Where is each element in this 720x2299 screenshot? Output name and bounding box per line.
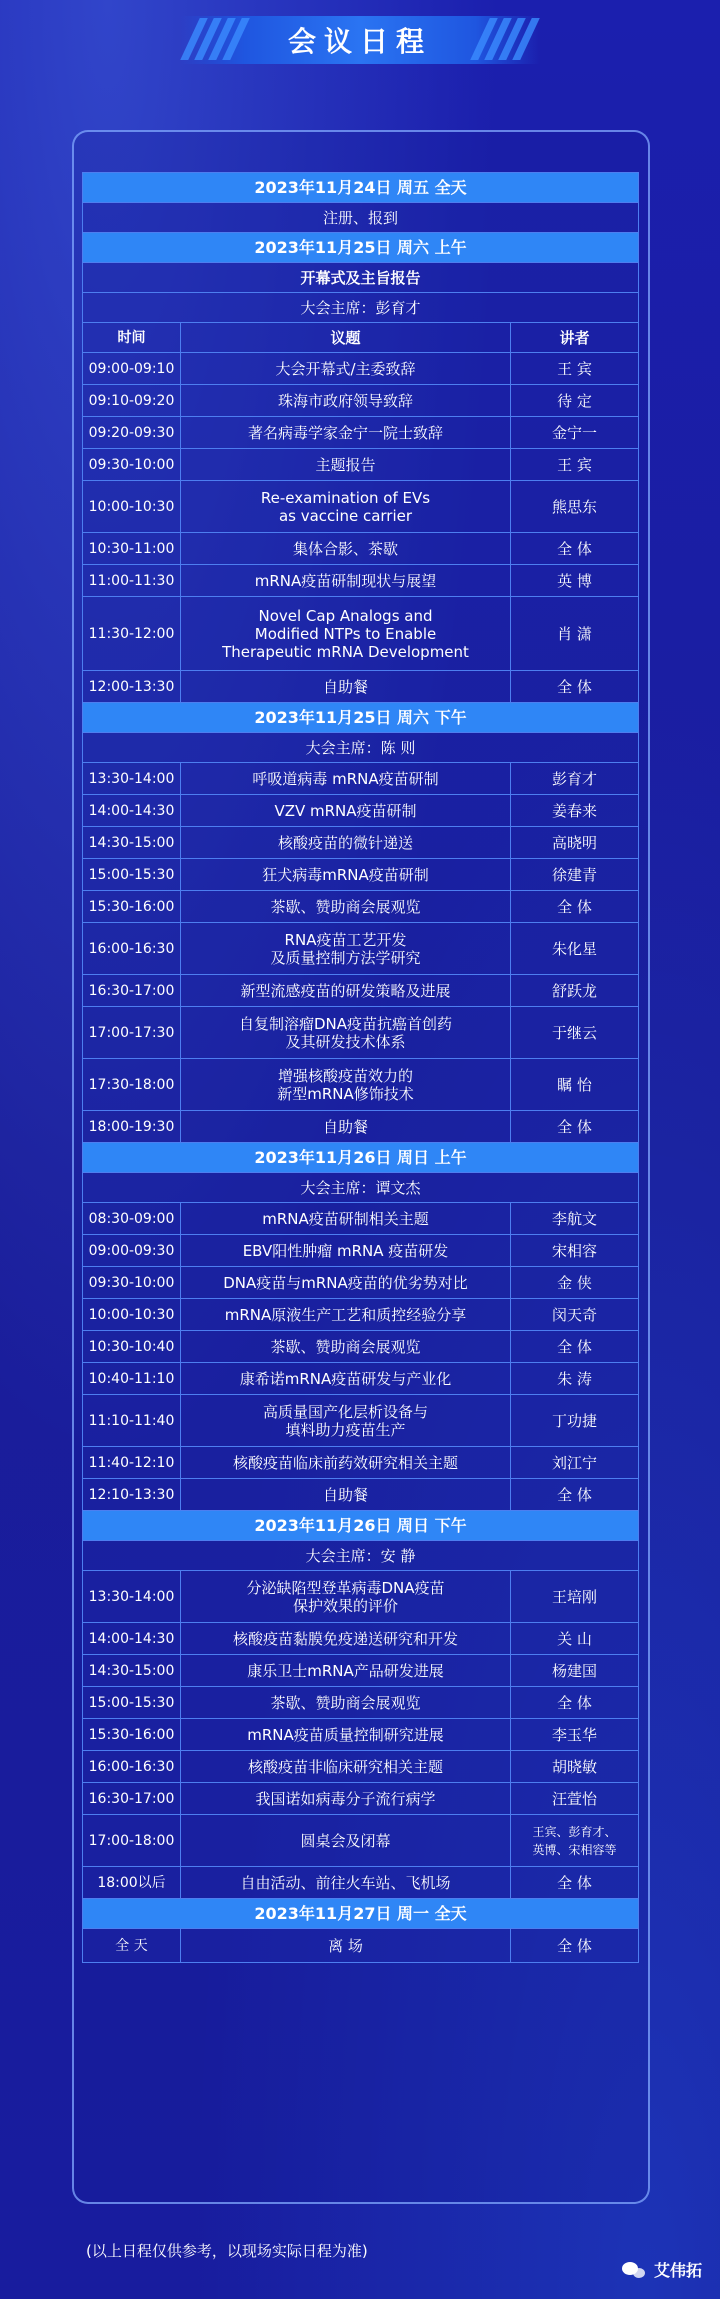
table-row <box>83 565 639 597</box>
session-info-row <box>83 1541 639 1571</box>
time-cell: 16:30-17:00 <box>83 975 181 1007</box>
speaker-cell: 于继云 <box>511 1007 639 1059</box>
speaker-cell: 徐建青 <box>511 859 639 891</box>
table-row <box>83 1815 639 1867</box>
speaker-cell: 李玉华 <box>511 1719 639 1751</box>
speaker-cell: 全 体 <box>511 1867 639 1899</box>
table-row <box>83 1867 639 1899</box>
speaker-cell: 李航文 <box>511 1203 639 1235</box>
topic-cell: VZV mRNA疫苗研制 <box>181 795 511 827</box>
topic-cell: 主题报告 <box>181 449 511 481</box>
speaker-cell: 英 博 <box>511 565 639 597</box>
table-row <box>83 449 639 481</box>
session-info-row <box>83 263 639 293</box>
time-cell: 10:00-10:30 <box>83 1299 181 1331</box>
column-header-speaker: 讲者 <box>511 323 639 353</box>
day-header-text: 2023年11月26日 周日 上午 <box>83 1143 639 1173</box>
topic-cell: Novel Cap Analogs and Modified NTPs to Enable Therapeutic mRNA Development <box>181 597 511 671</box>
topic-cell: Re-examination of EVs as vaccine carrier <box>181 481 511 533</box>
time-cell: 10:00-10:30 <box>83 481 181 533</box>
title-banner <box>0 14 720 66</box>
table-row <box>83 1363 639 1395</box>
topic-cell: 呼吸道病毒 mRNA疫苗研制 <box>181 763 511 795</box>
day-header-row <box>83 1899 639 1929</box>
speaker-cell: 金宁一 <box>511 417 639 449</box>
wechat-icon <box>622 2260 648 2280</box>
time-cell: 09:00-09:10 <box>83 353 181 385</box>
decor-stripes-right <box>480 18 530 60</box>
topic-cell: 自助餐 <box>181 1479 511 1511</box>
speaker-cell: 王 宾 <box>511 449 639 481</box>
time-cell: 17:00-17:30 <box>83 1007 181 1059</box>
speaker-cell: 舒跃龙 <box>511 975 639 1007</box>
topic-cell: 自复制溶瘤DNA疫苗抗癌首创药 及其研发技术体系 <box>181 1007 511 1059</box>
schedule-table <box>82 172 639 1963</box>
table-row <box>83 1007 639 1059</box>
time-cell: 14:30-15:00 <box>83 827 181 859</box>
table-row <box>83 481 639 533</box>
table-row <box>83 1479 639 1511</box>
session-info-row <box>83 203 639 233</box>
table-row <box>83 1059 639 1111</box>
time-cell: 18:00以后 <box>83 1867 181 1899</box>
time-cell: 09:10-09:20 <box>83 385 181 417</box>
day-header-row <box>83 1143 639 1173</box>
time-cell: 13:30-14:00 <box>83 763 181 795</box>
table-row <box>83 1447 639 1479</box>
topic-cell: 离 场 <box>181 1929 511 1963</box>
time-cell: 11:00-11:30 <box>83 565 181 597</box>
table-row <box>83 975 639 1007</box>
speaker-cell: 丁功捷 <box>511 1395 639 1447</box>
time-cell: 18:00-19:30 <box>83 1111 181 1143</box>
table-row <box>83 1719 639 1751</box>
session-info-text: 大会主席：安 静 <box>83 1541 639 1571</box>
session-info-row <box>83 1173 639 1203</box>
topic-cell: mRNA疫苗质量控制研究进展 <box>181 1719 511 1751</box>
brand-name: 艾伟拓 <box>653 2261 702 2280</box>
table-row <box>83 353 639 385</box>
time-cell: 12:00-13:30 <box>83 671 181 703</box>
topic-cell: 我国诺如病毒分子流行病学 <box>181 1783 511 1815</box>
time-cell: 全 天 <box>83 1929 181 1963</box>
table-row <box>83 1267 639 1299</box>
topic-cell: 茶歇、赞助商会展观览 <box>181 1331 511 1363</box>
disclaimer-note: (以上日程仅供参考，以现场实际日程为准) <box>86 2242 368 2260</box>
speaker-cell: 朱 涛 <box>511 1363 639 1395</box>
time-cell: 15:30-16:00 <box>83 891 181 923</box>
topic-cell: mRNA疫苗研制现状与展望 <box>181 565 511 597</box>
speaker-cell: 刘江宁 <box>511 1447 639 1479</box>
topic-cell: 高质量国产化层析设备与 填料助力疫苗生产 <box>181 1395 511 1447</box>
speaker-cell: 胡晓敏 <box>511 1751 639 1783</box>
topic-cell: 核酸疫苗非临床研究相关主题 <box>181 1751 511 1783</box>
speaker-cell: 全 体 <box>511 1929 639 1963</box>
brand-mark <box>622 2258 702 2281</box>
topic-cell: EBV阳性肿瘤 mRNA 疫苗研发 <box>181 1235 511 1267</box>
time-cell: 16:00-16:30 <box>83 1751 181 1783</box>
table-row <box>83 1111 639 1143</box>
speaker-cell: 熊思东 <box>511 481 639 533</box>
speaker-cell: 王培刚 <box>511 1571 639 1623</box>
table-row <box>83 1751 639 1783</box>
table-row <box>83 1299 639 1331</box>
day-header-row <box>83 233 639 263</box>
table-row <box>83 1203 639 1235</box>
table-row <box>83 1623 639 1655</box>
speaker-cell: 全 体 <box>511 671 639 703</box>
time-cell: 11:30-12:00 <box>83 597 181 671</box>
topic-cell: 珠海市政府领导致辞 <box>181 385 511 417</box>
time-cell: 10:30-10:40 <box>83 1331 181 1363</box>
time-cell: 16:00-16:30 <box>83 923 181 975</box>
speaker-cell: 全 体 <box>511 891 639 923</box>
speaker-cell: 朱化星 <box>511 923 639 975</box>
topic-cell: 康乐卫士mRNA产品研发进展 <box>181 1655 511 1687</box>
day-header-text: 2023年11月24日 周五 全天 <box>83 173 639 203</box>
topic-cell: mRNA原液生产工艺和质控经验分享 <box>181 1299 511 1331</box>
topic-cell: RNA疫苗工艺开发 及质量控制方法学研究 <box>181 923 511 975</box>
session-info-row <box>83 733 639 763</box>
time-cell: 14:30-15:00 <box>83 1655 181 1687</box>
speaker-cell: 待 定 <box>511 385 639 417</box>
speaker-cell: 杨建国 <box>511 1655 639 1687</box>
speaker-cell: 全 体 <box>511 533 639 565</box>
table-row <box>83 1331 639 1363</box>
speaker-cell: 王 宾 <box>511 353 639 385</box>
speaker-cell: 高晓明 <box>511 827 639 859</box>
time-cell: 12:10-13:30 <box>83 1479 181 1511</box>
day-header-text: 2023年11月25日 周六 上午 <box>83 233 639 263</box>
speaker-cell: 金 侠 <box>511 1267 639 1299</box>
table-row <box>83 923 639 975</box>
table-row <box>83 1929 639 1963</box>
table-row <box>83 859 639 891</box>
topic-cell: 增强核酸疫苗效力的 新型mRNA修饰技术 <box>181 1059 511 1111</box>
table-row <box>83 1783 639 1815</box>
time-cell: 15:00-15:30 <box>83 859 181 891</box>
time-cell: 14:00-14:30 <box>83 795 181 827</box>
topic-cell: 著名病毒学家金宁一院士致辞 <box>181 417 511 449</box>
table-row <box>83 671 639 703</box>
table-row <box>83 1571 639 1623</box>
topic-cell: 新型流感疫苗的研发策略及进展 <box>181 975 511 1007</box>
page-title: 会议日程 <box>287 25 432 58</box>
topic-cell: 集体合影、茶歇 <box>181 533 511 565</box>
table-row <box>83 827 639 859</box>
table-row <box>83 763 639 795</box>
decor-stripes-left <box>190 18 240 60</box>
table-row <box>83 417 639 449</box>
time-cell: 15:30-16:00 <box>83 1719 181 1751</box>
speaker-cell: 全 体 <box>511 1111 639 1143</box>
time-cell: 13:30-14:00 <box>83 1571 181 1623</box>
column-header-row <box>83 323 639 353</box>
table-row <box>83 1395 639 1447</box>
time-cell: 11:10-11:40 <box>83 1395 181 1447</box>
speaker-cell: 关 山 <box>511 1623 639 1655</box>
time-cell: 09:30-10:00 <box>83 449 181 481</box>
topic-cell: 分泌缺陷型登革病毒DNA疫苗 保护效果的评价 <box>181 1571 511 1623</box>
topic-cell: mRNA疫苗研制相关主题 <box>181 1203 511 1235</box>
speaker-cell: 瞩 怡 <box>511 1059 639 1111</box>
topic-cell: 康希诺mRNA疫苗研发与产业化 <box>181 1363 511 1395</box>
speaker-cell: 全 体 <box>511 1331 639 1363</box>
speaker-cell: 全 体 <box>511 1479 639 1511</box>
day-header-row <box>83 703 639 733</box>
speaker-cell: 王宾、彭育才、 英博、宋相容等 <box>511 1815 639 1867</box>
day-header-row <box>83 1511 639 1541</box>
day-header-text: 2023年11月25日 周六 下午 <box>83 703 639 733</box>
table-row <box>83 385 639 417</box>
table-row <box>83 891 639 923</box>
table-row <box>83 1687 639 1719</box>
topic-cell: 核酸疫苗临床前药效研究相关主题 <box>181 1447 511 1479</box>
schedule-body <box>83 173 639 1963</box>
time-cell: 08:30-09:00 <box>83 1203 181 1235</box>
time-cell: 09:00-09:30 <box>83 1235 181 1267</box>
speaker-cell: 闵天奇 <box>511 1299 639 1331</box>
session-info-text: 开幕式及主旨报告 <box>83 263 639 293</box>
session-info-text: 大会主席：陈 则 <box>83 733 639 763</box>
column-header-topic: 议题 <box>181 323 511 353</box>
day-header-row <box>83 173 639 203</box>
time-cell: 14:00-14:30 <box>83 1623 181 1655</box>
speaker-cell: 汪萱怡 <box>511 1783 639 1815</box>
session-info-text: 大会主席：彭育才 <box>83 293 639 323</box>
speaker-cell: 姜春来 <box>511 795 639 827</box>
topic-cell: 圆桌会及闭幕 <box>181 1815 511 1867</box>
time-cell: 17:30-18:00 <box>83 1059 181 1111</box>
session-info-text: 大会主席：谭文杰 <box>83 1173 639 1203</box>
topic-cell: 大会开幕式/主委致辞 <box>181 353 511 385</box>
time-cell: 10:40-11:10 <box>83 1363 181 1395</box>
topic-cell: 自助餐 <box>181 1111 511 1143</box>
table-row <box>83 795 639 827</box>
topic-cell: DNA疫苗与mRNA疫苗的优劣势对比 <box>181 1267 511 1299</box>
time-cell: 15:00-15:30 <box>83 1687 181 1719</box>
topic-cell: 自由活动、前往火车站、飞机场 <box>181 1867 511 1899</box>
column-header-time: 时间 <box>83 323 181 353</box>
time-cell: 09:20-09:30 <box>83 417 181 449</box>
topic-cell: 核酸疫苗的微针递送 <box>181 827 511 859</box>
speaker-cell: 全 体 <box>511 1687 639 1719</box>
topic-cell: 茶歇、赞助商会展观览 <box>181 1687 511 1719</box>
session-info-text: 注册、报到 <box>83 203 639 233</box>
table-row <box>83 1655 639 1687</box>
time-cell: 17:00-18:00 <box>83 1815 181 1867</box>
topic-cell: 狂犬病毒mRNA疫苗研制 <box>181 859 511 891</box>
table-row <box>83 597 639 671</box>
table-row <box>83 1235 639 1267</box>
day-header-text: 2023年11月27日 周一 全天 <box>83 1899 639 1929</box>
day-header-text: 2023年11月26日 周日 下午 <box>83 1511 639 1541</box>
topic-cell: 茶歇、赞助商会展观览 <box>181 891 511 923</box>
topic-cell: 自助餐 <box>181 671 511 703</box>
topic-cell: 核酸疫苗黏膜免疫递送研究和开发 <box>181 1623 511 1655</box>
time-cell: 11:40-12:10 <box>83 1447 181 1479</box>
time-cell: 16:30-17:00 <box>83 1783 181 1815</box>
speaker-cell: 宋相容 <box>511 1235 639 1267</box>
speaker-cell: 肖 潇 <box>511 597 639 671</box>
time-cell: 10:30-11:00 <box>83 533 181 565</box>
session-info-row <box>83 293 639 323</box>
table-row <box>83 533 639 565</box>
speaker-cell: 彭育才 <box>511 763 639 795</box>
time-cell: 09:30-10:00 <box>83 1267 181 1299</box>
